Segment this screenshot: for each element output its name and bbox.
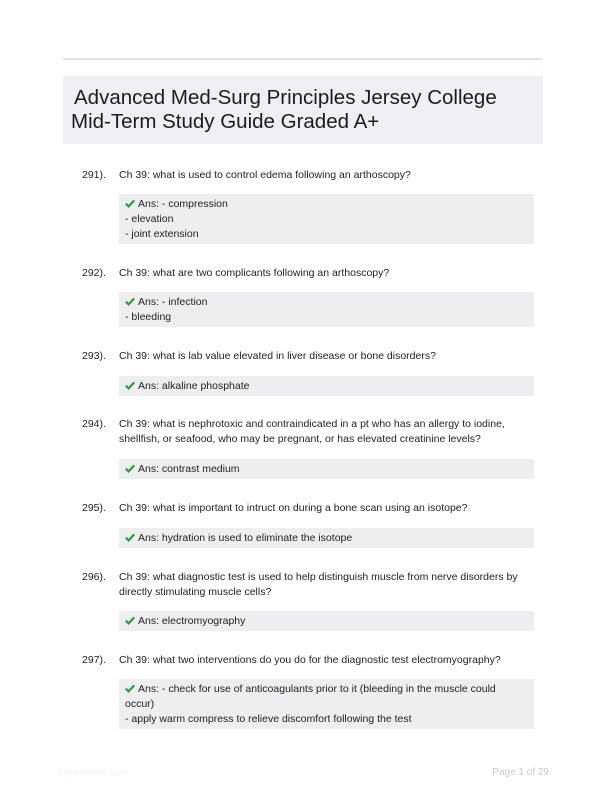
footer-watermark: PaperWebs.com — [58, 767, 129, 778]
question-text: Ch 39: what are two complicants following an arthoscopy? — [119, 267, 390, 279]
question-text-line: shellfish, or seafood, who may be pregnant, or has elevated creatinine levels? — [119, 433, 481, 445]
answer-line: Ans: - compression — [138, 198, 228, 210]
top-divider — [63, 58, 543, 60]
check-icon — [125, 464, 135, 473]
question-number: 294). — [82, 418, 106, 430]
answer-line: Ans: - infection — [138, 296, 208, 308]
answer-line: - elevation — [125, 213, 174, 225]
question-number: 293). — [82, 350, 106, 362]
check-icon — [125, 533, 135, 542]
answer-line: Ans: electromyography — [138, 615, 246, 627]
question-number: 292). — [82, 267, 106, 279]
question-number: 291). — [82, 169, 106, 181]
question-text-line: Ch 39: what is nephrotoxic and contraindicated in a pt who has an allergy to iodine, — [119, 418, 505, 430]
question-text-line: Ch 39: what diagnostic test is used to help distinguish muscle from nerve disorders by — [119, 571, 518, 583]
question-text: Ch 39: what is important to intruct on during a bone scan using an isotope? — [119, 502, 468, 514]
check-icon — [125, 616, 135, 625]
page-indicator: Page 1 of 29 — [492, 767, 549, 778]
document-title — [71, 86, 535, 134]
title-box — [63, 76, 543, 144]
answer-box — [119, 376, 534, 396]
answer-line: Ans: alkaline phosphate — [138, 380, 250, 392]
answer-line: Ans: - check for use of anticoagulants prior to it (bleeding in the muscle could — [138, 683, 496, 695]
check-icon — [125, 684, 135, 693]
check-icon — [125, 199, 135, 208]
answer-box — [119, 194, 534, 244]
question-number: 297). — [82, 654, 106, 666]
answer-line: Ans: contrast medium — [138, 463, 240, 475]
answer-line: - joint extension — [125, 228, 199, 240]
check-icon — [125, 297, 135, 306]
question-number: 296). — [82, 571, 106, 583]
answer-line: Ans: hydration is used to eliminate the isotope — [138, 532, 353, 544]
answer-box — [119, 528, 534, 548]
question-text: Ch 39: what is lab value elevated in liver disease or bone disorders? — [119, 350, 436, 362]
answer-box — [119, 292, 534, 327]
question-text: Ch 39: what two interventions do you do for the diagnostic test electromyography? — [119, 654, 501, 666]
question-number: 295). — [82, 502, 106, 514]
answer-line: - apply warm compress to relieve discomfort following the test — [125, 713, 412, 725]
answer-box — [119, 459, 534, 479]
answer-box — [119, 611, 534, 631]
question-text: Ch 39: what is used to control edema following an arthoscopy? — [119, 169, 411, 181]
title-line-2: Mid-Term Study Guide Graded A+ — [71, 110, 380, 133]
question-text — [119, 570, 539, 600]
answer-line: - bleeding — [125, 311, 172, 323]
title-line-1: Advanced Med-Surg Principles Jersey College — [74, 86, 497, 109]
answer-box — [119, 679, 534, 729]
answer-line: occur) — [125, 698, 155, 710]
check-icon — [125, 381, 135, 390]
question-text-line: directly stimulating muscle cells? — [119, 586, 272, 598]
question-text — [119, 417, 539, 447]
